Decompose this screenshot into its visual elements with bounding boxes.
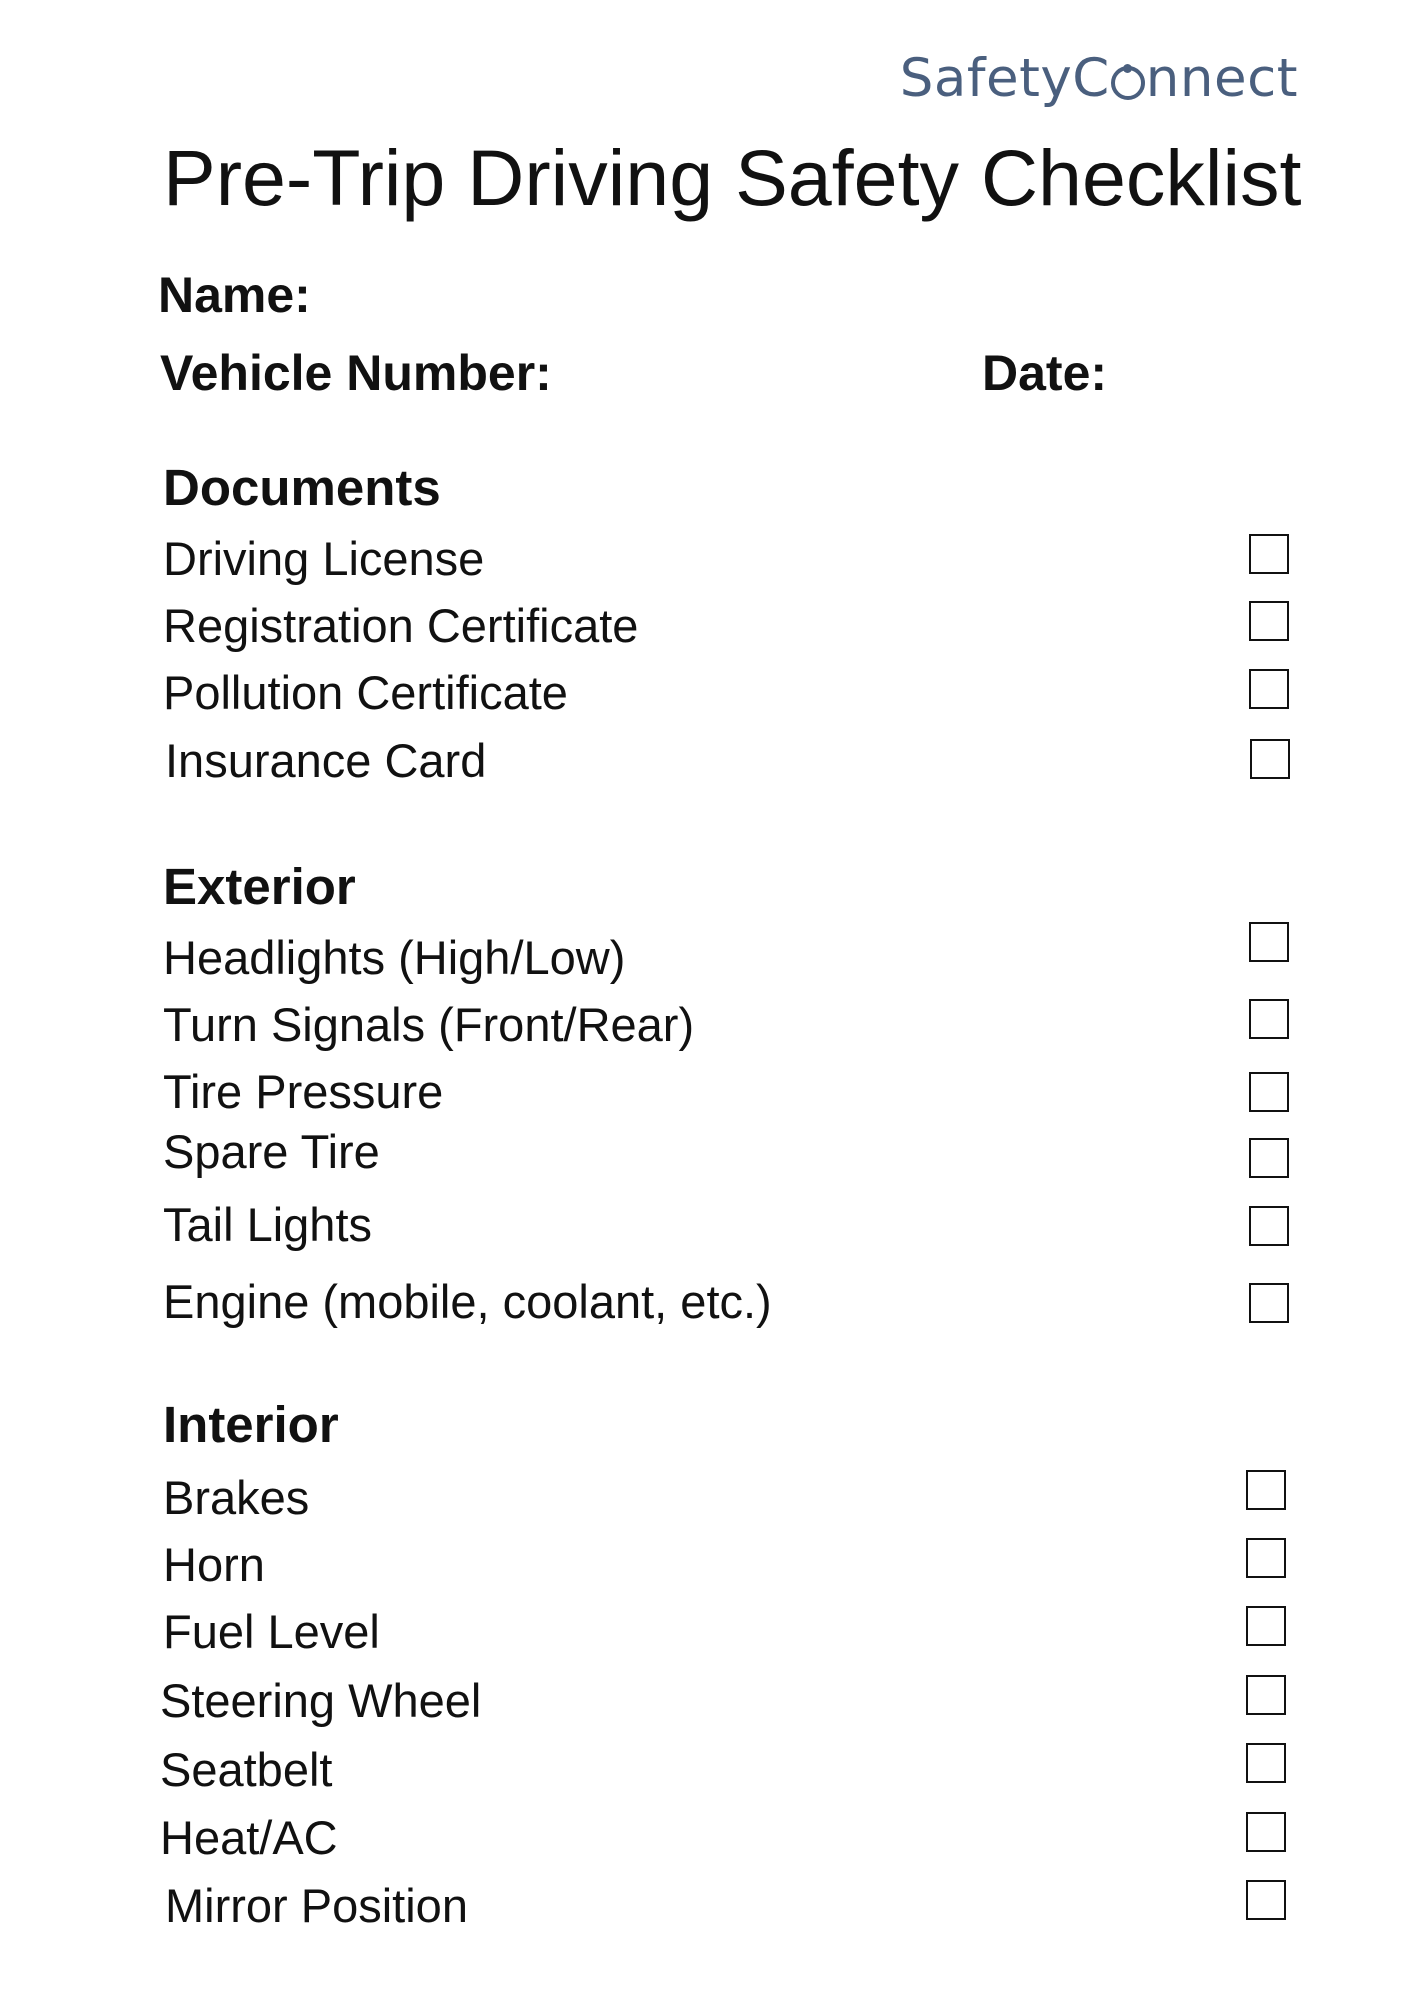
checklist-item-label: Heat/AC bbox=[160, 1811, 338, 1864]
checklist-item-label: Insurance Card bbox=[165, 734, 487, 787]
checklist-item-label: Pollution Certificate bbox=[163, 666, 568, 719]
name-field-label: Name: bbox=[158, 267, 311, 323]
checkbox-mirror-position[interactable] bbox=[1246, 1880, 1286, 1920]
checkbox-tail-lights[interactable] bbox=[1249, 1206, 1289, 1246]
logo-text-end: nnect bbox=[1145, 48, 1298, 109]
checkbox-driving-license[interactable] bbox=[1249, 534, 1289, 574]
vehicle-number-field-label: Vehicle Number: bbox=[160, 345, 552, 401]
section-heading-documents: Documents bbox=[163, 459, 441, 516]
checkbox-headlights[interactable] bbox=[1249, 922, 1289, 962]
checkbox-pollution-certificate[interactable] bbox=[1249, 669, 1289, 709]
checklist-item-label: Tire Pressure bbox=[163, 1065, 444, 1118]
checklist-item-label: Seatbelt bbox=[160, 1743, 333, 1796]
checkbox-fuel-level[interactable] bbox=[1246, 1606, 1286, 1646]
section-heading-interior: Interior bbox=[163, 1396, 339, 1453]
checkbox-seatbelt[interactable] bbox=[1246, 1743, 1286, 1783]
checklist-item-label: Mirror Position bbox=[165, 1879, 468, 1932]
checkbox-registration-certificate[interactable] bbox=[1249, 601, 1289, 641]
checklist-item-label: Registration Certificate bbox=[163, 599, 639, 652]
checkbox-turn-signals[interactable] bbox=[1249, 999, 1289, 1039]
safetyconnect-logo bbox=[900, 48, 1298, 109]
checkbox-horn[interactable] bbox=[1246, 1538, 1286, 1578]
checklist-item-label: Horn bbox=[163, 1538, 265, 1591]
checklist-item-label: Fuel Level bbox=[163, 1605, 380, 1658]
checkbox-brakes[interactable] bbox=[1246, 1470, 1286, 1510]
checkbox-steering-wheel[interactable] bbox=[1246, 1675, 1286, 1715]
checklist-item-label: Steering Wheel bbox=[160, 1674, 482, 1727]
checkbox-insurance-card[interactable] bbox=[1250, 739, 1290, 779]
date-field-label: Date: bbox=[982, 345, 1108, 401]
checkbox-heat-ac[interactable] bbox=[1246, 1812, 1286, 1852]
logo-text-start: SafetyC bbox=[899, 48, 1110, 109]
checklist-item-label: Spare Tire bbox=[163, 1125, 380, 1178]
checklist-item-label: Brakes bbox=[163, 1471, 310, 1524]
checkbox-engine[interactable] bbox=[1249, 1283, 1289, 1323]
checkbox-spare-tire[interactable] bbox=[1249, 1138, 1289, 1178]
checklist-item-label: Driving License bbox=[163, 532, 485, 585]
checklist-item-label: Tail Lights bbox=[163, 1198, 372, 1251]
checklist-item-label: Turn Signals (Front/Rear) bbox=[163, 998, 695, 1051]
page-title: Pre-Trip Driving Safety Checklist bbox=[163, 133, 1302, 222]
section-heading-exterior: Exterior bbox=[163, 858, 356, 915]
checklist-item-label: Headlights (High/Low) bbox=[163, 931, 626, 984]
logo-o-icon bbox=[1111, 66, 1145, 100]
checkbox-tire-pressure[interactable] bbox=[1249, 1072, 1289, 1112]
checklist-item-label: Engine (mobile, coolant, etc.) bbox=[163, 1275, 772, 1328]
